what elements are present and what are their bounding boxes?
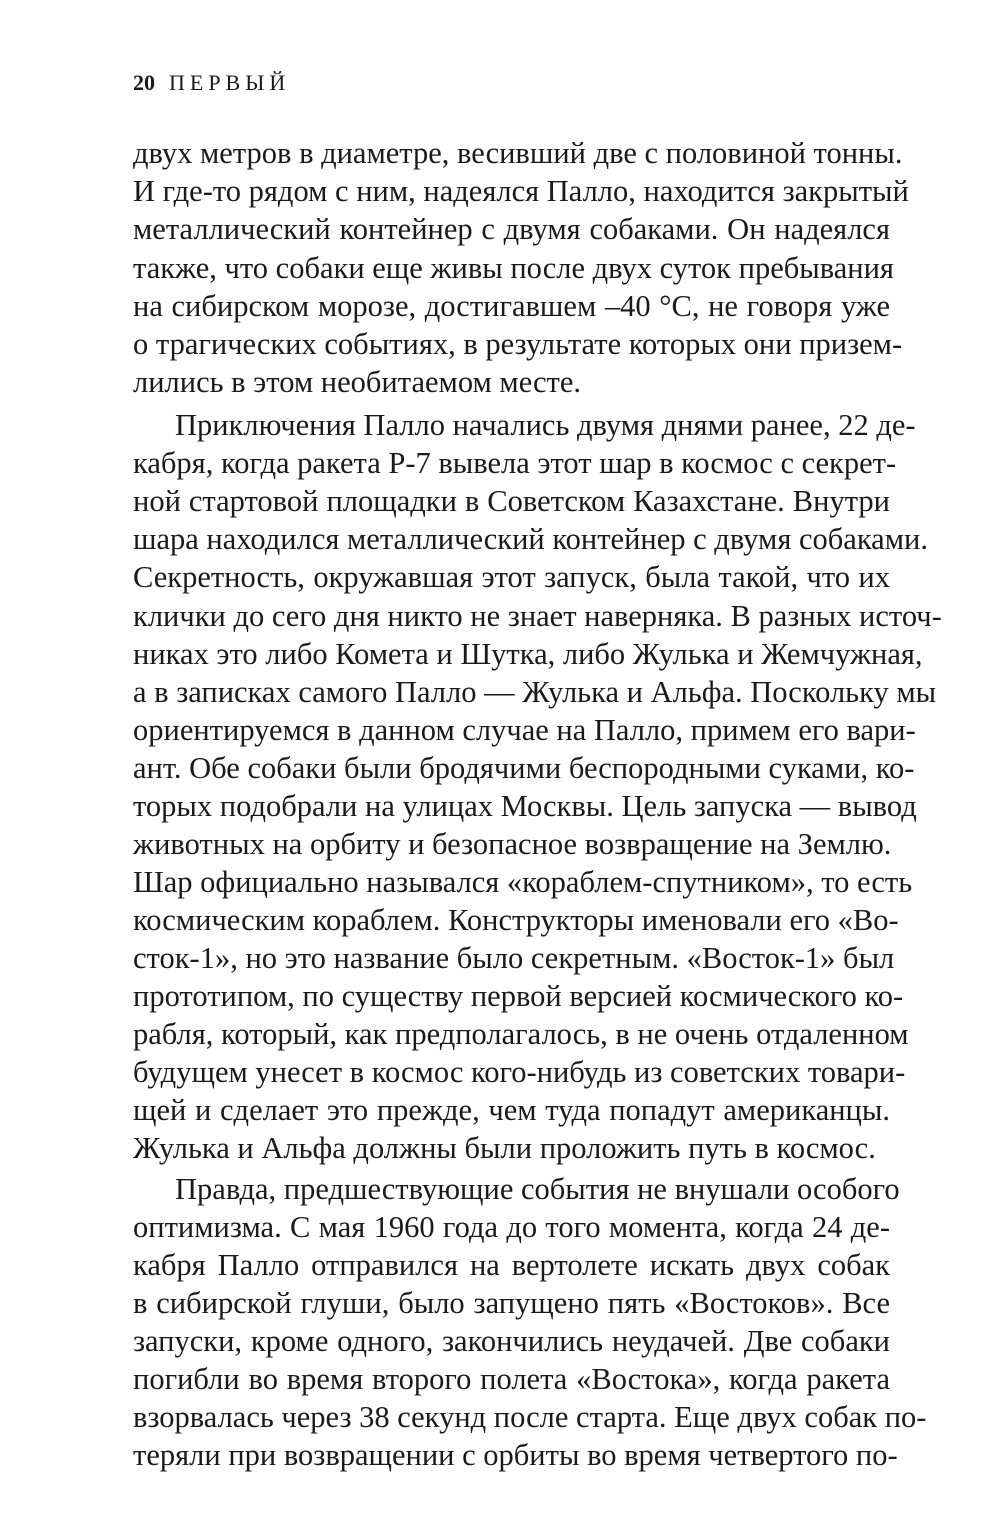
text-line: а в записках самого Палло — Жулька и Альфа. Поскольку мы [133, 675, 937, 709]
text-line: кабря Палло отправился на вертолете искать двух собак [133, 1248, 890, 1282]
text-line: оптимизма. С мая 1960 года до того момента, когда 24 де- [133, 1210, 890, 1244]
text-line: погибли во время второго полета «Востока», когда ракета [133, 1362, 890, 1396]
text-line: сток-1», но это название было секретным. «Восток-1» был [133, 941, 895, 975]
text-line: ант. Обе собаки были бродячими беспородными суками, ко- [133, 751, 915, 785]
text-line: также, что собаки еще живы после двух суток пребывания [133, 251, 894, 285]
text-line: лились в этом необитаемом месте. [133, 365, 582, 399]
text-line: шара находился металлический контейнер с двумя собаками. [133, 522, 928, 556]
text-line: И где-то рядом с ним, надеялся Палло, находится закрытый [133, 174, 909, 208]
text-line: Секретность, окружавшая этот запуск, была такой, что их [133, 560, 890, 594]
text-line: Шар официально назывался «кораблем-спутником», то есть [133, 865, 913, 899]
text-line: Жулька и Альфа должны были проложить путь в космос. [133, 1131, 876, 1165]
text-line: торых подобрали на улицах Москвы. Цель запуска — вывод [133, 789, 917, 823]
running-head [133, 68, 290, 98]
text-line: взорвалась через 38 секунд после старта. Еще двух собак по- [133, 1400, 927, 1434]
text-line: щей и сделает это прежде, чем туда попадут американцы. [133, 1093, 890, 1127]
text-line: двух метров в диаметре, весивший две с половиной тонны. [133, 136, 903, 170]
text-line: животных на орбиту и безопасное возвращение на Землю. [133, 827, 892, 861]
text-line: о трагических событиях, в результате которых они призем- [133, 327, 903, 361]
page-number: 20 [133, 70, 155, 95]
section-title: ПЕРВЫЙ [169, 70, 291, 95]
text-line: на сибирском морозе, достигавшем –40 °C, не говоря уже [133, 289, 890, 323]
text-line: ориентируемся в данном случае на Палло, примем его вари- [133, 713, 916, 747]
text-line: в сибирской глуши, было запущено пять «Востоков». Все [133, 1286, 890, 1320]
text-line: металлический контейнер с двумя собаками. Он надеялся [133, 212, 890, 246]
text-line: никах это либо Комета и Шутка, либо Жулька и Жемчужная, [133, 637, 923, 671]
text-line: кабря, когда ракета Р-7 вывела этот шар в космос с секрет- [133, 446, 897, 480]
text-line: клички до сего дня никто не знает наверняка. В разных источ- [133, 599, 942, 633]
text-line: будущем унесет в космос кого-нибудь из советских товари- [133, 1055, 906, 1089]
text-line: рабля, который, как предполагалось, в не очень отдаленном [133, 1017, 909, 1051]
text-line: Приключения Палло начались двумя днями ранее, 22 де- [175, 408, 916, 442]
text-line: теряли при возвращении с орбиты во время четвертого по- [133, 1438, 898, 1472]
text-line: ной стартовой площадки в Советском Казахстане. Внутри [133, 484, 890, 518]
text-line: космическим кораблем. Конструкторы именовали его «Во- [133, 903, 899, 937]
text-line: прототипом, по существу первой версией космического ко- [133, 979, 904, 1013]
text-line: Правда, предшествующие события не внушали особого [175, 1172, 900, 1206]
text-line: запуски, кроме одного, закончились неудачей. Две собаки [133, 1324, 890, 1358]
